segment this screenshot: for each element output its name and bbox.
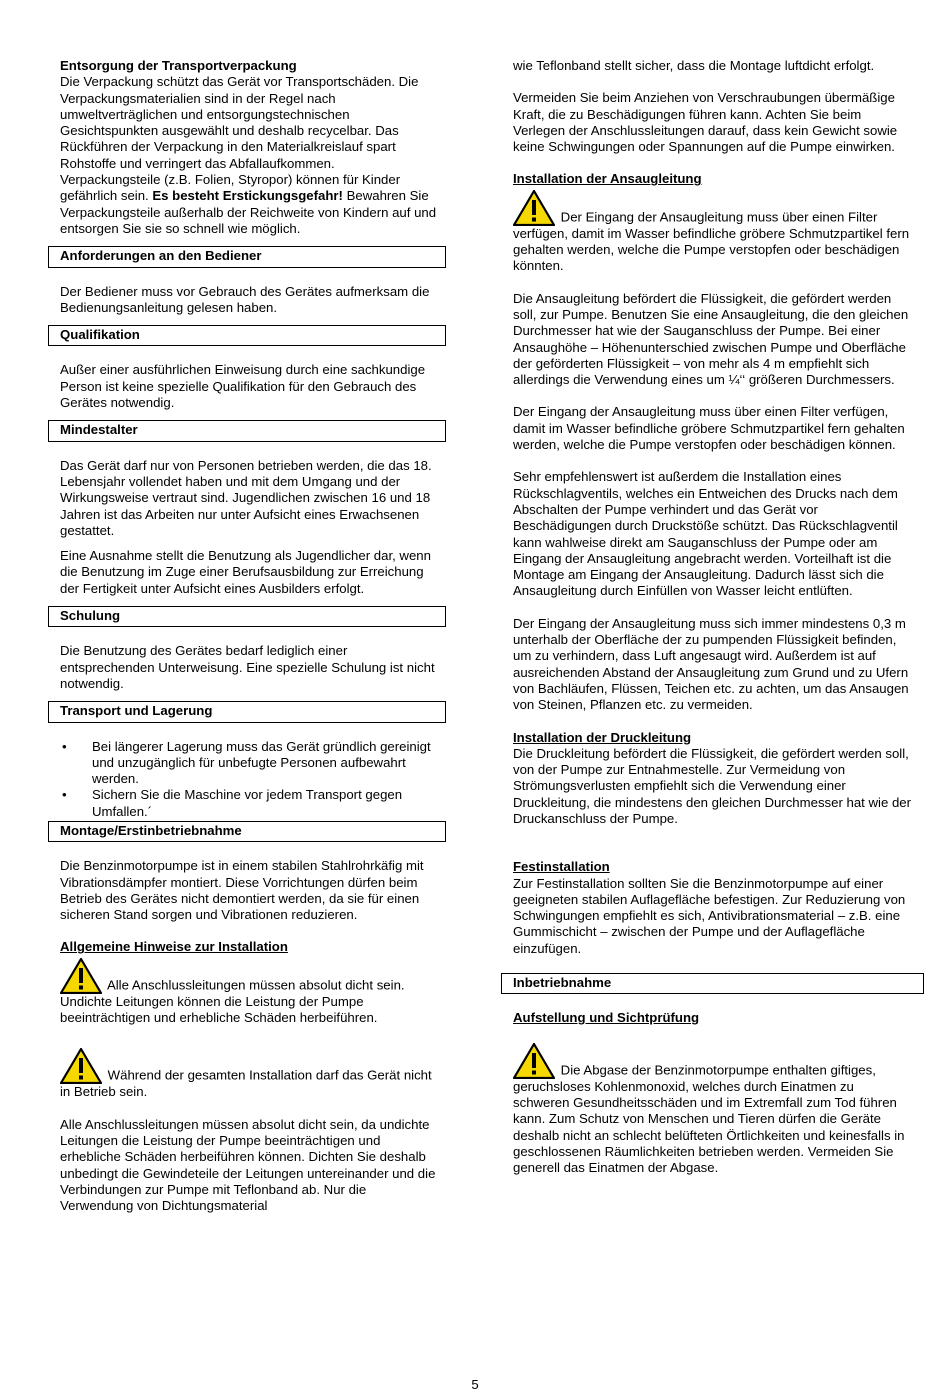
warning-triangle-icon — [513, 190, 555, 226]
ansaug-text-1: Die Ansaugleitung befördert die Flüssigkeit, die gefördert werden soll, zur Pumpe. Benutzen Sie eine Ansaugleitung, die den gleichen Durchmesser hat wie der Sauganschluss der Pumpe. Bei einer Ansaughöhe – Höhenunterschied zwischen Pumpe und Oberfläche der geförderten Flüssigkeit – von mehr als 4 m empfiehlt sich allerdings die Verwendung eines um ¼‘‘ größeren Durchmessers. — [513, 290, 909, 388]
mindestalter-text-1: Das Gerät darf nur von Personen betrieben werden, die das 18. Lebensjahr vollendet haben und mit dem Umgang und der Wirkungsweise vertraut sind. Jugendlichen zwischen 16 und 18 Jahren ist das Arbeiten nur unter Aufsicht eines Erwachsenen gestattet. — [60, 457, 432, 538]
right-column — [513, 58, 913, 1176]
section-box-montage: Montage/Erstinbetriebnahme — [48, 821, 446, 842]
entsorgung-warning-bold: Es besteht Erstickungsgefahr! — [152, 188, 343, 204]
warning-triangle-icon — [60, 958, 102, 994]
entsorgung-text: Die Verpackung schützt das Gerät vor Transportschäden. Die Verpackungsmaterialien sind in der Regel nach umweltverträglichen und entsorgungstechnischen Gesichtspunkten ausgewählt und deshalb recycelbar. Das Rückführen der Verpackung in den Materialkreislauf spart Rohstoffe und verringert das Abfallaufkommen. Verpackungsteile (z.B. Folien, Styropor) können für Kinder gefährlich sein. Es besteht Erstickungsgefahr! Bewahren Sie Verpackungsteile außerhalb der Reichweite von Kindern auf und entsorgen Sie sie so schnell wie möglich. — [60, 74, 437, 236]
montage-text: Die Benzinmotorpumpe ist in einem stabilen Stahlrohrkäfig mit Vibrationsdämpfer montiert. Diese Vorrichtungen dürfen beim Betrieb des Gerätes nicht demontiert werden, da sie für einen sicheren Stand sorgen und Vibrationen reduzieren. — [60, 858, 424, 923]
section-box-schulung: Schulung — [48, 606, 446, 627]
section-title-ansaugleitung: Installation der Ansaugleitung — [513, 171, 702, 187]
section-title-druckleitung: Installation der Druckleitung — [513, 729, 692, 745]
transport-list — [60, 739, 438, 820]
ansaug-text-4: Der Eingang der Ansaugleitung muss sich immer mindestens 0,3 m unterhalb der Oberfläche der zu pumpenden Flüssigkeit befinden, um zu verhindern, dass Luft angesaugt wird. Außerdem ist auf ausreichenden Abstand der Ansaugleitung zum Grund und zu Ufern von Bachläufen, Flüssen, Teichen etc. zu achten, um das Ansaugen von Steinen, Pflanzen etc. zu vermeiden. — [513, 615, 909, 713]
fest-text: Zur Festinstallation sollten Sie die Benzinmotorpumpe auf einer geeigneten stabilen Auflagefläche befestigen. Zur Reduzierung von Schwingungen empfiehlt es sich, Antivibrationsmaterial – z.B. eine Gummischicht – zwischen der Pumpe und der Auflagefläche einzufügen. — [513, 875, 906, 956]
qualifikation-text: Außer einer ausführlichen Einweisung durch eine sachkundige Person ist keine spezielle Qualifikation für den Gebrauch des Gerätes notwendig. — [60, 362, 426, 411]
section-title-festinstallation: Festinstallation — [513, 859, 610, 875]
left-column — [60, 58, 438, 1214]
section-title-aufstellung: Aufstellung und Sichtprüfung — [513, 1010, 700, 1026]
list-item: • Sichern Sie die Maschine vor jedem Transport gegen Umfallen.´ — [62, 787, 403, 819]
section-box-bediener: Anforderungen an den Bediener — [48, 246, 446, 267]
verschraubung-text: Vermeiden Sie beim Anziehen von Verschraubungen übermäßige Kraft, die zu Beschädigungen führen kann. Achten Sie beim Verlegen der Anschlussleitungen darauf, dass kein Gewicht sowie keine Schwingungen oder Spannungen auf die Pumpe einwirken. — [513, 90, 898, 155]
warning-triangle-icon — [60, 1048, 102, 1084]
hinweise-text: Alle Anschlussleitungen müssen absolut dicht sein, da undichte Leitungen die Leistung der Pumpe beeinträchtigen und erhebliche Schäden herbeiführen können. Dichten Sie deshalb unbedingt die Gewindeteile der Leitungen untereinander und die Verbindungen zur Pumpe mit Teflonband ab. Nur die Verwendung von Dichtungsmaterial — [60, 1116, 436, 1214]
section-box-qualifikation: Qualifikation — [48, 325, 446, 346]
section-title-hinweise: Allgemeine Hinweise zur Installation — [60, 939, 288, 955]
ansaug-text-2: Der Eingang der Ansaugleitung muss über einen Filter verfügen, damit im Wasser befindliche gröbere Schmutzpartikel fern gehalten werden, welche die Pumpe verstopfen oder beschädigen können. — [513, 404, 905, 453]
bullet: • — [62, 787, 67, 803]
list-item: • Bei längerer Lagerung muss das Gerät gründlich gereinigt und unzugänglich für unbefugte Personen aufbewahrt werden. — [62, 738, 431, 787]
bediener-text: Der Bediener muss vor Gebrauch des Gerätes aufmerksam die Bedienungsanleitung gelesen haben. — [60, 283, 430, 315]
section-box-mindestalter: Mindestalter — [48, 420, 446, 441]
schulung-text: Die Benutzung des Gerätes bedarf lediglich einer entsprechenden Unterweisung. Eine spezielle Schulung ist nicht notwendig. — [60, 643, 435, 691]
ansaug-text-3: Sehr empfehlenswert ist außerdem die Installation eines Rückschlagventils, welches ein Entweichen des Drucks nach dem Abschalten der Pumpe verhindert und das Gerät vor Beschädigungen durch Druckstöße schützt. Das Rückschlagventil kann wahlweise direkt am Sauganschluss der Pumpe oder am Eingang der Ansaugleitung angebracht werden. Vorteilhaft ist die Montage am Eingang der Ansaugleitung. Dadurch lässt sich die Ansaugleitung durch Einfüllen von Wasser leicht entlüften. — [513, 469, 898, 599]
continuation-text: wie Teflonband stellt sicher, dass die Montage luftdicht erfolgt. — [513, 58, 875, 73]
aufstellung-warning: Die Abgase der Benzinmotorpumpe enthalten giftiges, geruchsloses Kohlenmonoxid, welches durch Einatmen zu schweren Gesundheitsschäden und im Extremfall zum Tod führen kann. Zum Schutz von Menschen und Tieren dürfen die Geräte deshalb nicht an schlecht belüfteten Örtlichkeiten und keinesfalls in geschlossenen Räumlichkeiten betrieben werden. Vermeiden Sie generell das Einatmen der Abgase. — [513, 1043, 913, 1177]
section-box-transport: Transport und Lagerung — [48, 701, 446, 722]
bullet: • — [62, 738, 67, 754]
hinweise-warning-2: Während der gesamten Installation darf das Gerät nicht in Betrieb sein. — [60, 1048, 438, 1100]
ansaug-warning: Der Eingang der Ansaugleitung muss über einen Filter verfügen, damit im Wasser befindliche gröbere Schmutzpartikel fern gehalten werden, welche die Pumpe verstopfen oder beschädigen könnten. — [513, 190, 913, 275]
section-title-entsorgung: Entsorgung der Transportverpackung — [60, 58, 297, 73]
druck-text: Die Druckleitung befördert die Flüssigkeit, die gefördert werden soll, von der Pumpe zur Entnahmestelle. Zur Vermeidung von Strömungsverlusten empfiehlt sich die Verwendung einer Druckleitung, die mindestens den gleichen Durchmesser hat wie der Druckanschluss der Pumpe. — [513, 745, 912, 826]
hinweise-warning-1: Alle Anschlussleitungen müssen absolut dicht sein. Undichte Leitungen können die Leistung der Pumpe beeinträchtigen und erhebliche Schäden herbeiführen. — [60, 958, 438, 1027]
mindestalter-text-2: Eine Ausnahme stellt die Benutzung als Jugendlicher dar, wenn die Benutzung im Zuge einer Berufsausbildung zur Erreichung der Fertigkeit unter Aufsicht eines Ausbilders erfolgt. — [60, 548, 431, 596]
warning-triangle-icon — [513, 1043, 555, 1079]
page-number: 5 — [471, 1377, 479, 1392]
section-box-inbetriebnahme: Inbetriebnahme — [501, 973, 924, 994]
